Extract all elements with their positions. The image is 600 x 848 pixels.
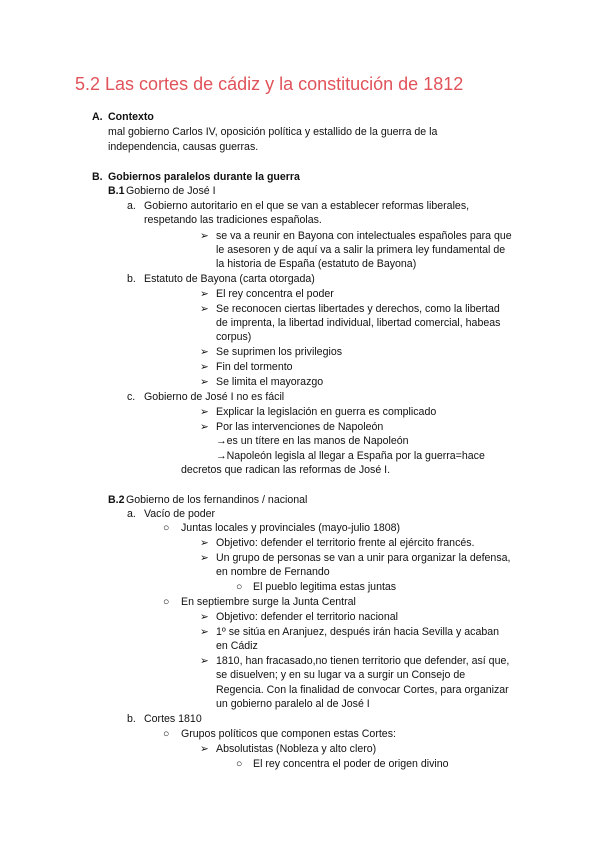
b2-central-item-4: 1810, han fracasado,no tienen territorio que defender, así que,	[216, 655, 510, 667]
b1-b-line: Estatuto de Bayona (carta otorgada)	[144, 273, 315, 285]
circle-bullet-icon: ○	[163, 728, 170, 740]
b2-a-marker: a.	[127, 508, 136, 520]
b1-b-marker: b.	[127, 273, 136, 285]
b1-b-item-5: Se suprimen los privilegios	[216, 346, 343, 358]
section-a-marker: A.	[92, 111, 103, 123]
page-title: 5.2 Las cortes de cádiz y la constitución de 1812	[75, 74, 464, 94]
arrow-bullet-icon: ➢	[200, 303, 209, 315]
section-a-heading: Contexto	[108, 111, 154, 123]
b1-c-item-2: Por las intervenciones de Napoleón	[216, 421, 384, 433]
b1-label: B.1	[108, 185, 125, 197]
b1-c-arrow-3: decretos que radican las reformas de José I.	[181, 464, 391, 476]
section-b-marker: B.	[92, 171, 103, 183]
arrow-bullet-icon: ➢	[200, 743, 209, 755]
b1-b-item-4: corpus)	[216, 331, 252, 343]
b1-b-item-2: Se reconocen ciertas libertades y derechos, como la libertad	[216, 303, 500, 315]
b1-c-marker: c.	[127, 391, 136, 403]
arrow-bullet-icon: ➢	[200, 361, 209, 373]
b2-grupos: Grupos políticos que componen estas Cortes:	[181, 728, 396, 740]
b1-b-item-1: El rey concentra el poder	[216, 288, 334, 300]
b1-heading: Gobierno de José I	[126, 185, 216, 197]
circle-bullet-icon: ○	[236, 581, 243, 593]
b1-c-arrow-2: →Napoleón legisla al llegar a España por la guerra=hace	[216, 450, 485, 462]
section-b-heading: Gobiernos paralelos durante la guerra	[108, 171, 300, 183]
b2-central-item-5: se disuelven; y en su lugar va a surgir un Consejo de	[216, 669, 466, 681]
b1-a-line-2: respetando las tradiciones españolas.	[144, 214, 322, 226]
b2-a-line: Vacío de poder	[144, 508, 216, 520]
b1-b-item-3: de imprenta, la libertad individual, libertad comercial, habeas	[216, 317, 501, 329]
b1-c-item-1: Explicar la legislación en guerra es complicado	[216, 406, 437, 418]
b2-juntas-item-1: Objetivo: defender el territorio frente al ejército francés.	[216, 537, 475, 549]
b2-central-item-6: Regencia. Con la finalidad de convocar Cortes, para organizar	[216, 684, 509, 696]
b2-juntas: Juntas locales y provinciales (mayo-julio 1808)	[181, 522, 401, 534]
b2-heading: Gobierno de los fernandinos / nacional	[126, 494, 308, 506]
circle-bullet-icon: ○	[163, 596, 170, 608]
b2-absolutistas: Absolutistas (Nobleza y alto clero)	[216, 743, 377, 755]
b1-a-sub-3: la historia de España (estatuto de Bayona)	[216, 258, 417, 270]
arrow-bullet-icon: ➢	[200, 376, 209, 388]
b2-juntas-item-2: Un grupo de personas se van a unir para organizar la defensa,	[216, 552, 511, 564]
b2-juntas-item-3: en nombre de Fernando	[216, 566, 330, 578]
b2-central-item-3: en Cádiz	[216, 640, 258, 652]
arrow-bullet-icon: ➢	[200, 537, 209, 549]
circle-bullet-icon: ○	[236, 758, 243, 770]
arrow-bullet-icon: ➢	[200, 552, 209, 564]
section-a-text-2: independencia, causas guerras.	[108, 141, 259, 153]
section-a-text-1: mal gobierno Carlos IV, oposición política y estallido de la guerra de la	[108, 126, 438, 138]
arrow-bullet-icon: ➢	[200, 288, 209, 300]
arrow-bullet-icon: ➢	[200, 655, 209, 667]
b2-central-item-7: un gobierno paralelo al de José I	[216, 698, 370, 710]
arrow-bullet-icon: ➢	[200, 611, 209, 623]
b1-b-item-6: Fin del tormento	[216, 361, 293, 373]
b2-b-line: Cortes 1810	[144, 713, 202, 725]
b2-label: B.2	[108, 494, 125, 506]
circle-bullet-icon: ○	[163, 522, 170, 534]
arrow-bullet-icon: ➢	[200, 346, 209, 358]
b2-juntas-sub: El pueblo legitima estas juntas	[253, 581, 397, 593]
b1-a-marker: a.	[127, 200, 136, 212]
b2-b-marker: b.	[127, 713, 136, 725]
b1-a-sub-1: se va a reunir en Bayona con intelectuales españoles para que	[216, 230, 512, 242]
b1-c-line: Gobierno de José I no es fácil	[144, 391, 285, 403]
b1-a-line-1: Gobierno autoritario en el que se van a establecer reformas liberales,	[144, 200, 470, 212]
b2-central: En septiembre surge la Junta Central	[181, 596, 356, 608]
b2-central-item-1: Objetivo: defender el territorio nacional	[216, 611, 398, 623]
b1-b-item-7: Se limita el mayorazgo	[216, 376, 324, 388]
b2-central-item-2: 1º se sitúa en Aranjuez, después irán hacia Sevilla y acaban	[216, 626, 500, 638]
arrow-bullet-icon: ➢	[200, 626, 209, 638]
arrow-bullet-icon: ➢	[200, 406, 209, 418]
b1-a-sub-2: le asesoren y de aquí va a salir la primera ley fundamental de	[216, 244, 506, 256]
b1-c-arrow-1: →es un títere en las manos de Napoleón	[216, 435, 409, 447]
b2-abs-sub: El rey concentra el poder de origen divino	[253, 758, 449, 770]
arrow-bullet-icon: ➢	[200, 421, 209, 433]
arrow-bullet-icon: ➢	[200, 230, 209, 242]
